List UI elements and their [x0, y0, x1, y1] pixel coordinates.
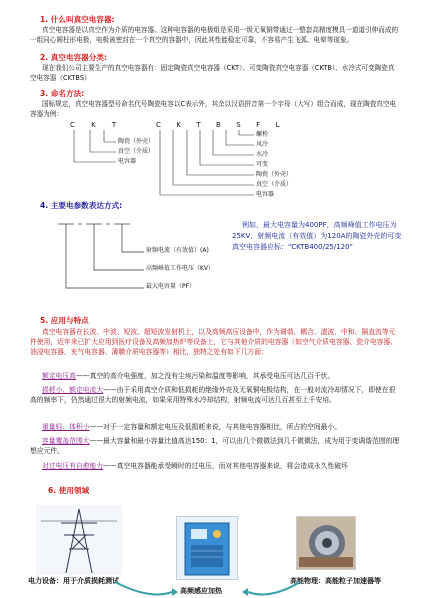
feature-size: 重量轻、体积小——对于一定容量和额定电压及低损耗来说，与其他电容器相比，所占的空间最小。	[42, 423, 342, 431]
power-tower-photo	[36, 505, 122, 575]
section-5-heading: 5. 应用与特点	[40, 316, 89, 325]
param-label-0: 射频电流（有效值）(A)	[146, 247, 209, 254]
param-label-1: 高频峰值工作电压（KV）	[146, 265, 215, 272]
connecting-arrows	[110, 578, 310, 598]
accelerator-photo	[296, 516, 356, 570]
section-2-text: 现在我们公司主要生产的真空电容器有：固定陶瓷真空电容器（CKT）、可变陶瓷真空电容器（CKTB）、水冷式可变陶瓷真空电容器（CKTBS）	[30, 64, 395, 82]
right-label-5: 真空（介质）	[256, 181, 293, 188]
section-3-text: 国标规定，真空电容器型号命名代号陶瓷电容以C表示外，其余以汉语拼音第一个字母（大写）组合而成，现在陶瓷真空电容器为例：	[30, 100, 397, 118]
section-1-heading: 1. 什么叫真空电容器:	[40, 15, 115, 24]
param-label-2: 最大电容量（PF）	[146, 283, 196, 290]
section-2-heading: 2. 真空电容器分类:	[40, 53, 108, 62]
section-1-text: 真空电容器是以真空作为介质的电容器。这种电容器的电极组是采用一级无氧铜带通过一整套高精度模具一道道引伸而成的一组同心圆柱形电极，电极被密封在一个真空的容器中，因此其性能稳定可靠，不容易产生飞弧、电晕等现象。	[30, 26, 399, 44]
parameter-bracket-lines	[58, 216, 218, 306]
right-label-3: 可变	[256, 161, 269, 168]
section-3-heading: 3. 命名方法:	[40, 89, 85, 98]
caption-physics: 高能物理：高能粒子加速器等	[290, 577, 381, 585]
caption-induction: 高频感应加热	[180, 587, 222, 595]
example-code: "CKTB400/25/120"	[288, 243, 353, 252]
section-4-heading: 4. 主要电参数表达方式:	[40, 201, 123, 210]
naming-diagram-right	[150, 120, 300, 200]
left-label-2: 电容器	[118, 158, 137, 165]
left-code: C K T	[70, 121, 124, 129]
feature-self-healing: 对过电压有自愈能力——真空电容器能承受瞬时的过电压，而对其他电容器来说，将会造成永久性破坏	[42, 462, 348, 470]
right-label-6: 电容器	[256, 191, 275, 198]
right-label-1: 风冷	[256, 141, 269, 148]
section-5-intro: 真空电容器在长波、中波、短波、超短波发射机上，以及高频高压设备中，作为调谐、耦合、滤波、中和、隔直流等元件使用，近年来已扩大应用到医疗设备及高频加热炉等设备上，它与其他介质的电容器（如空气介质电容器、瓷介电容器、油浸电容器、充气电容器、薄膜介质电容器等）相比，独特之处有如下几方面：	[30, 328, 398, 357]
feature-range: 容量覆盖范围大——最大容量和最小容量比值高达150：1，可以由几个微微法到几千微微法，成为用于变调谐范围的理想应元件。	[30, 437, 400, 456]
left-label-0: 陶瓷（外壳）	[118, 138, 155, 145]
caption-power: 电力设备：用于介质损耗测试	[28, 577, 119, 585]
right-label-0: 螺栓	[256, 131, 269, 138]
right-code: C K T B S F L	[156, 121, 287, 129]
section-6-heading: 6. 使用领域	[48, 486, 90, 495]
parameter-diagram	[58, 216, 218, 306]
right-label-4: 陶瓷（外壳）	[256, 171, 293, 178]
parameter-example: 例如，最大电容量为400PF，高频峰值工作电压为25KV，射频电流（有效值）为120A的陶瓷外壳的可变真空电容器应标："CKTB400/25/120"	[232, 221, 402, 252]
feature-loss: 损耗小、额定电流大——由于采用真空介质和低损耗的绝缘外壳及无氧铜电极结构，在一般对流冷却情况下，即使在很高的频率下，仍然通过很大的射频电流，如果采用特殊水冷却结构，射频电流可达几百甚至上千安培。	[30, 386, 396, 405]
right-label-2: 水冷	[256, 151, 269, 158]
induction-heater-photo	[176, 516, 238, 580]
feature-voltage: 额定电压高——真空的高介电强度，加之没有尘埃污染和温度等影响，其承受电压可达几百千伏。	[42, 372, 335, 380]
left-label-1: 真空（介质）	[118, 148, 155, 155]
